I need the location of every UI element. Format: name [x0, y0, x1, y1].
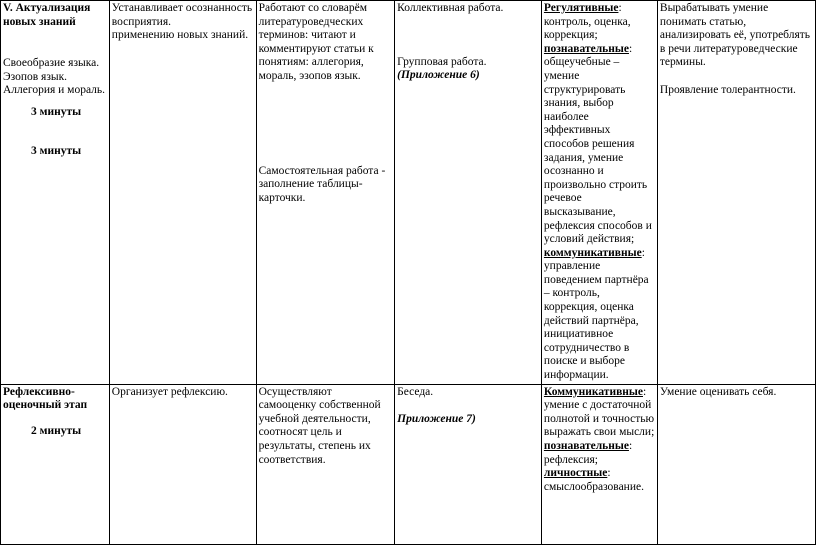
result-text: Вырабатывать умение понимать статью, анализировать её, употреблять в речи литературоведческие термины. [659, 2, 811, 69]
stage-title: Рефлексивно-оценочный этап [3, 385, 88, 412]
uud-text: смыслообразование. [543, 480, 644, 493]
stage-title: V. Актуализация новых знаний [3, 2, 91, 28]
work-form: Коллективная работа. [397, 2, 504, 14]
time-label: 3 минуты [31, 144, 82, 157]
uud-label: познавательные [543, 440, 629, 452]
uud-text: умение с достаточной полнотой и точностью выражать свои мысли; [543, 399, 655, 439]
table-row [1, 384, 816, 544]
appendix-paren: ( [397, 69, 401, 82]
teacher-activity: Устанавливает осознанность восприятия. [111, 2, 253, 28]
teacher-activity-2: применению новых знаний. [111, 29, 249, 42]
time-label: 3 минуты [31, 105, 82, 118]
uud-label: Регулятивные [543, 2, 619, 14]
student-activity-cell [256, 384, 395, 544]
teacher-activity: Организует рефлексию. [111, 385, 228, 398]
work-form-cell [395, 1, 542, 385]
stage-cell [1, 1, 110, 385]
work-form: Беседа. [397, 385, 434, 398]
uud-text: управление поведением партнёра – контроль, коррекция, оценка действий партнёра, инициативное сотрудничество в поиске и выборе информации. [543, 260, 649, 382]
student-activity: Работают со словарём литературоведческих терминов: читают и комментируют статьи к понятиям: аллегория, мораль, эзопов язык. [258, 2, 374, 82]
teacher-activity-cell [109, 384, 256, 544]
student-activity-2: Самостоятельная работа - заполнение таблицы-карточки. [258, 164, 386, 204]
result-text: Умение оценивать себя. [659, 385, 777, 398]
results-cell [657, 384, 815, 544]
stage-topic: Своеобразие языка. [3, 57, 100, 70]
work-form-2: Групповая работа. [397, 55, 487, 68]
uud-cell: Коммуникативные: умение с достаточной полнотой и точностью выражать свои мысли; познавательные: рефлексия; личностные: смыслообразование. [541, 384, 657, 544]
uud-text: рефлексия; [543, 453, 598, 466]
uud-label: личностные [543, 467, 608, 480]
stage-cell [1, 384, 110, 544]
uud-text: общеучебные – умение структурировать знания, выбор наиболее эффективных способов решения задания, умение осознанно и произвольно строить речевое высказывание, рефлексия способов и условий действия; [543, 56, 652, 246]
appendix-link: Приложение 6) [400, 69, 480, 82]
student-activity: Осуществляют самооценку собственной учебной деятельности, соотносят цель и результаты, степень их соответствия. [258, 385, 381, 466]
results-cell [657, 1, 815, 385]
uud-label: коммуникативные [543, 246, 642, 259]
uud-label: познавательные [543, 42, 629, 55]
uud-text: контроль, оценка, коррекция; [543, 15, 631, 42]
time-label: 2 минуты [31, 424, 82, 437]
work-form-cell [395, 384, 542, 544]
teacher-activity-cell [109, 1, 256, 385]
stage-topic: Аллегория и мораль. [3, 84, 106, 97]
table-row [1, 1, 816, 385]
uud-cell: Регулятивные: контроль, оценка, коррекция; познавательные: общеучебные – умение структурировать знания, выбор наиболее эффективных способов решения задания, умение осознанно и произвольно строить речевое высказывание, рефлексия способов и условий действия; коммуникативные: управление поведением партнёра – контроль, коррекция, оценка действий партнёра, инициативное сотрудничество в поиске и выборе информации. [541, 1, 657, 385]
student-activity-cell [256, 1, 395, 385]
result-text-2: Проявление толерантности. [659, 83, 796, 96]
stage-topic: Эзопов язык. [3, 70, 68, 83]
appendix-link: Приложение 7) [397, 413, 476, 426]
uud-label: Коммуникативные [543, 385, 643, 398]
